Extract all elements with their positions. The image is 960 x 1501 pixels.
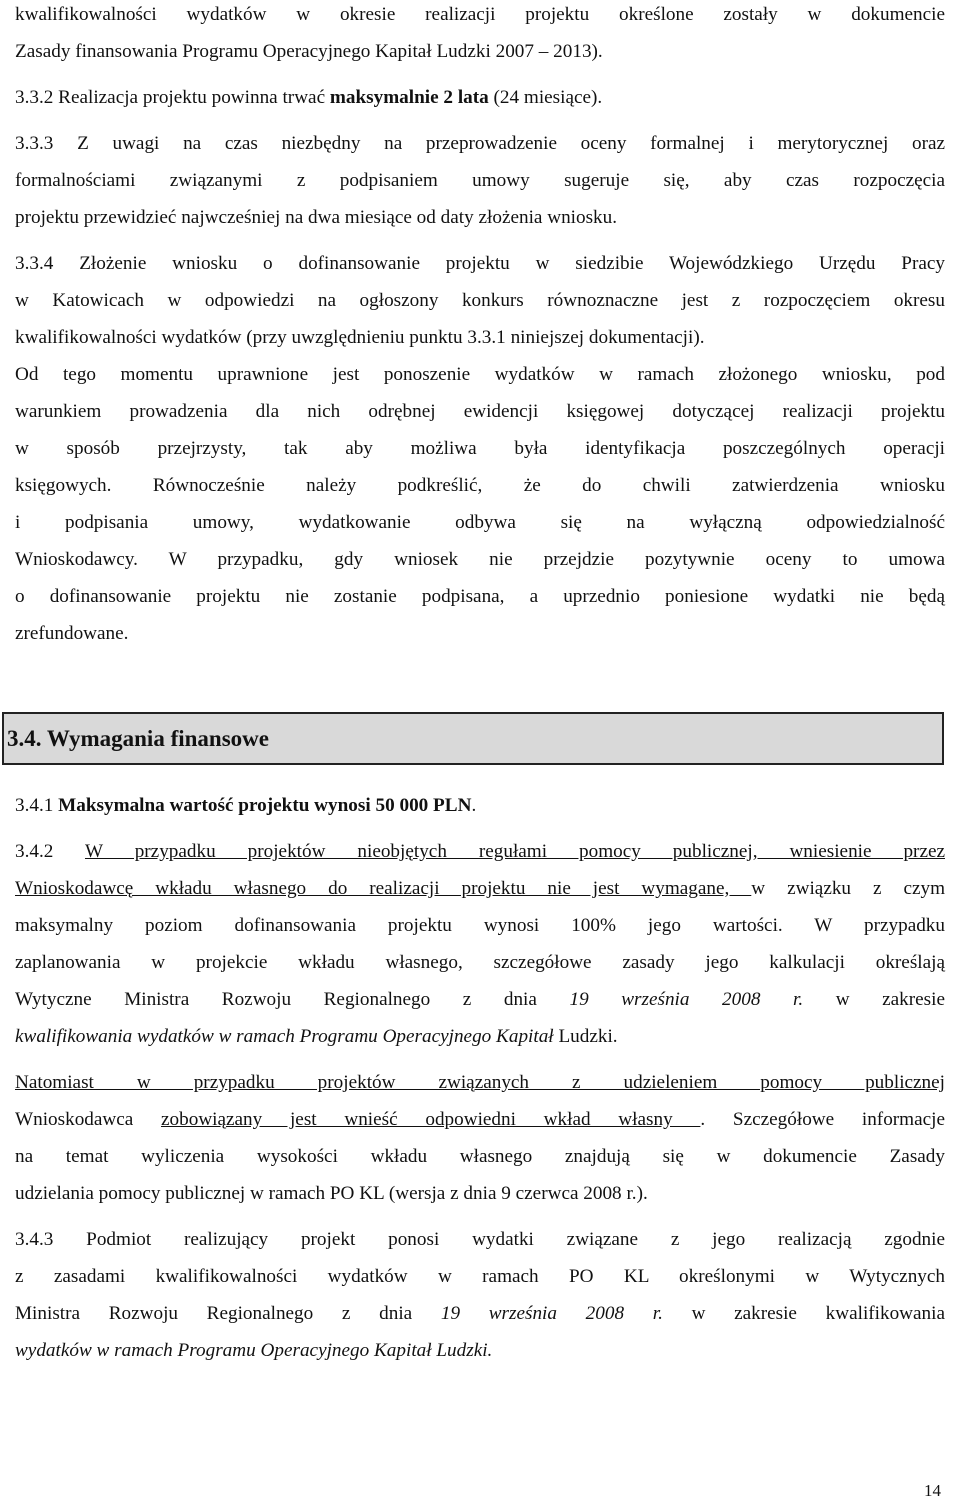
para-continuation-line: Zasady finansowania Programu Operacyjnego Kapitał Ludzki 2007 – 2013). <box>15 41 603 62</box>
section-heading: 3.4. Wymagania finansowe <box>2 712 944 765</box>
para-3-4-2b-line: Natomiast w przypadku projektów związanych z udzieleniem pomocy publicznej <box>15 1072 945 1093</box>
para-3-4-3-line: wydatków w ramach Programu Operacyjnego Kapitał Ludzki. <box>15 1340 493 1361</box>
para-3-4-2-line: Wnioskodawcę wkładu własnego do realizacji projektu nie jest wymagane, w związku z czym <box>15 878 946 899</box>
para-3-3-2: 3.3.2 Realizacja projektu powinna trwać maksymalnie 2 lata (24 miesiące). <box>15 87 603 108</box>
document-page <box>7 0 946 1369</box>
para-3-4-3-line: Ministra Rozwoju Regionalnego z dnia 19 września 2008 r. w zakresie kwalifikowania <box>15 1303 945 1324</box>
para-3-4-2-line: maksymalny poziom dofinansowania projektu wynosi 100% jego wartości. W przypadku <box>15 915 945 936</box>
para-3-4-2b-line: na temat wyliczenia wysokości wkładu własnego znajdują się w dokumencie Zasady <box>15 1146 945 1167</box>
para-3-4-2b-line: Wnioskodawca zobowiązany jest wnieść odpowiedni wkład własny . Szczegółowe informacje <box>15 1109 945 1130</box>
para-3-3-3-line: formalnościami związanymi z podpisaniem umowy sugeruje się, aby czas rozpoczęcia <box>15 170 945 191</box>
para-3-3-4-line: 3.3.4 Złożenie wniosku o dofinansowanie projektu w siedzibie Wojewódzkiego Urzędu Pracy <box>15 253 945 274</box>
para-3-3-4-line: księgowych. Równocześnie należy podkreślić, że do chwili zatwierdzenia wniosku <box>15 475 945 496</box>
para-3-3-4-line: i podpisania umowy, wydatkowanie odbywa się na wyłączną odpowiedzialność <box>15 512 945 533</box>
page-number: 14 <box>924 1481 941 1500</box>
para-3-4-2-line: 3.4.2 W przypadku projektów nieobjętych regułami pomocy publicznej, wniesienie przez <box>15 841 945 862</box>
para-3-3-4-line: zrefundowane. <box>15 623 129 644</box>
para-3-4-3-line: z zasadami kwalifikowalności wydatków w ramach PO KL określonymi w Wytycznych <box>15 1266 945 1287</box>
para-3-4-1: 3.4.1 Maksymalna wartość projektu wynosi 50 000 PLN. <box>15 795 477 816</box>
para-3-3-4-line: w Katowicach w odpowiedzi na ogłoszony konkurs równoznaczne jest z rozpoczęciem okresu <box>15 290 945 311</box>
para-3-3-4-line: o dofinansowanie projektu nie zostanie podpisana, a uprzednio poniesione wydatki nie będą <box>15 586 945 607</box>
para-3-3-3-line: 3.3.3 Z uwagi na czas niezbędny na przeprowadzenie oceny formalnej i merytorycznej oraz <box>15 133 945 154</box>
para-3-4-3-line: 3.4.3 Podmiot realizujący projekt ponosi wydatki związane z jego realizacją zgodnie <box>15 1229 945 1250</box>
para-3-4-2b-line: udzielania pomocy publicznej w ramach PO KL (wersja z dnia 9 czerwca 2008 r.). <box>15 1183 648 1204</box>
para-3-3-4-line: w sposób przejrzysty, tak aby możliwa była identyfikacja poszczególnych operacji <box>15 438 945 459</box>
para-3-3-3-line: projektu przewidzieć najwcześniej na dwa miesiące od daty złożenia wniosku. <box>15 207 618 228</box>
para-3-4-2-line: zaplanowania w projekcie wkładu własnego, szczegółowe zasady jego kalkulacji określają <box>15 952 945 973</box>
para-continuation-line: kwalifikowalności wydatków w okresie realizacji projektu określone zostały w dokumencie <box>15 4 945 25</box>
para-3-3-4-line: warunkiem prowadzenia dla nich odrębnej ewidencji księgowej dotyczącej realizacji projektu <box>15 401 945 422</box>
para-3-4-2-line: kwalifikowania wydatków w ramach Programu Operacyjnego Kapitał Ludzki. <box>15 1026 618 1047</box>
para-3-4-2-line: Wytyczne Ministra Rozwoju Regionalnego z dnia 19 września 2008 r. w zakresie <box>15 989 945 1010</box>
para-3-3-4-line: kwalifikowalności wydatków (przy uwzględnieniu punktu 3.3.1 niniejszej dokumentacji). <box>15 327 705 348</box>
para-3-3-4-line: Wnioskodawcy. W przypadku, gdy wniosek nie przejdzie pozytywnie oceny to umowa <box>15 549 945 570</box>
para-3-3-4-line: Od tego momentu uprawnione jest ponoszenie wydatków w ramach złożonego wniosku, pod <box>15 364 945 385</box>
